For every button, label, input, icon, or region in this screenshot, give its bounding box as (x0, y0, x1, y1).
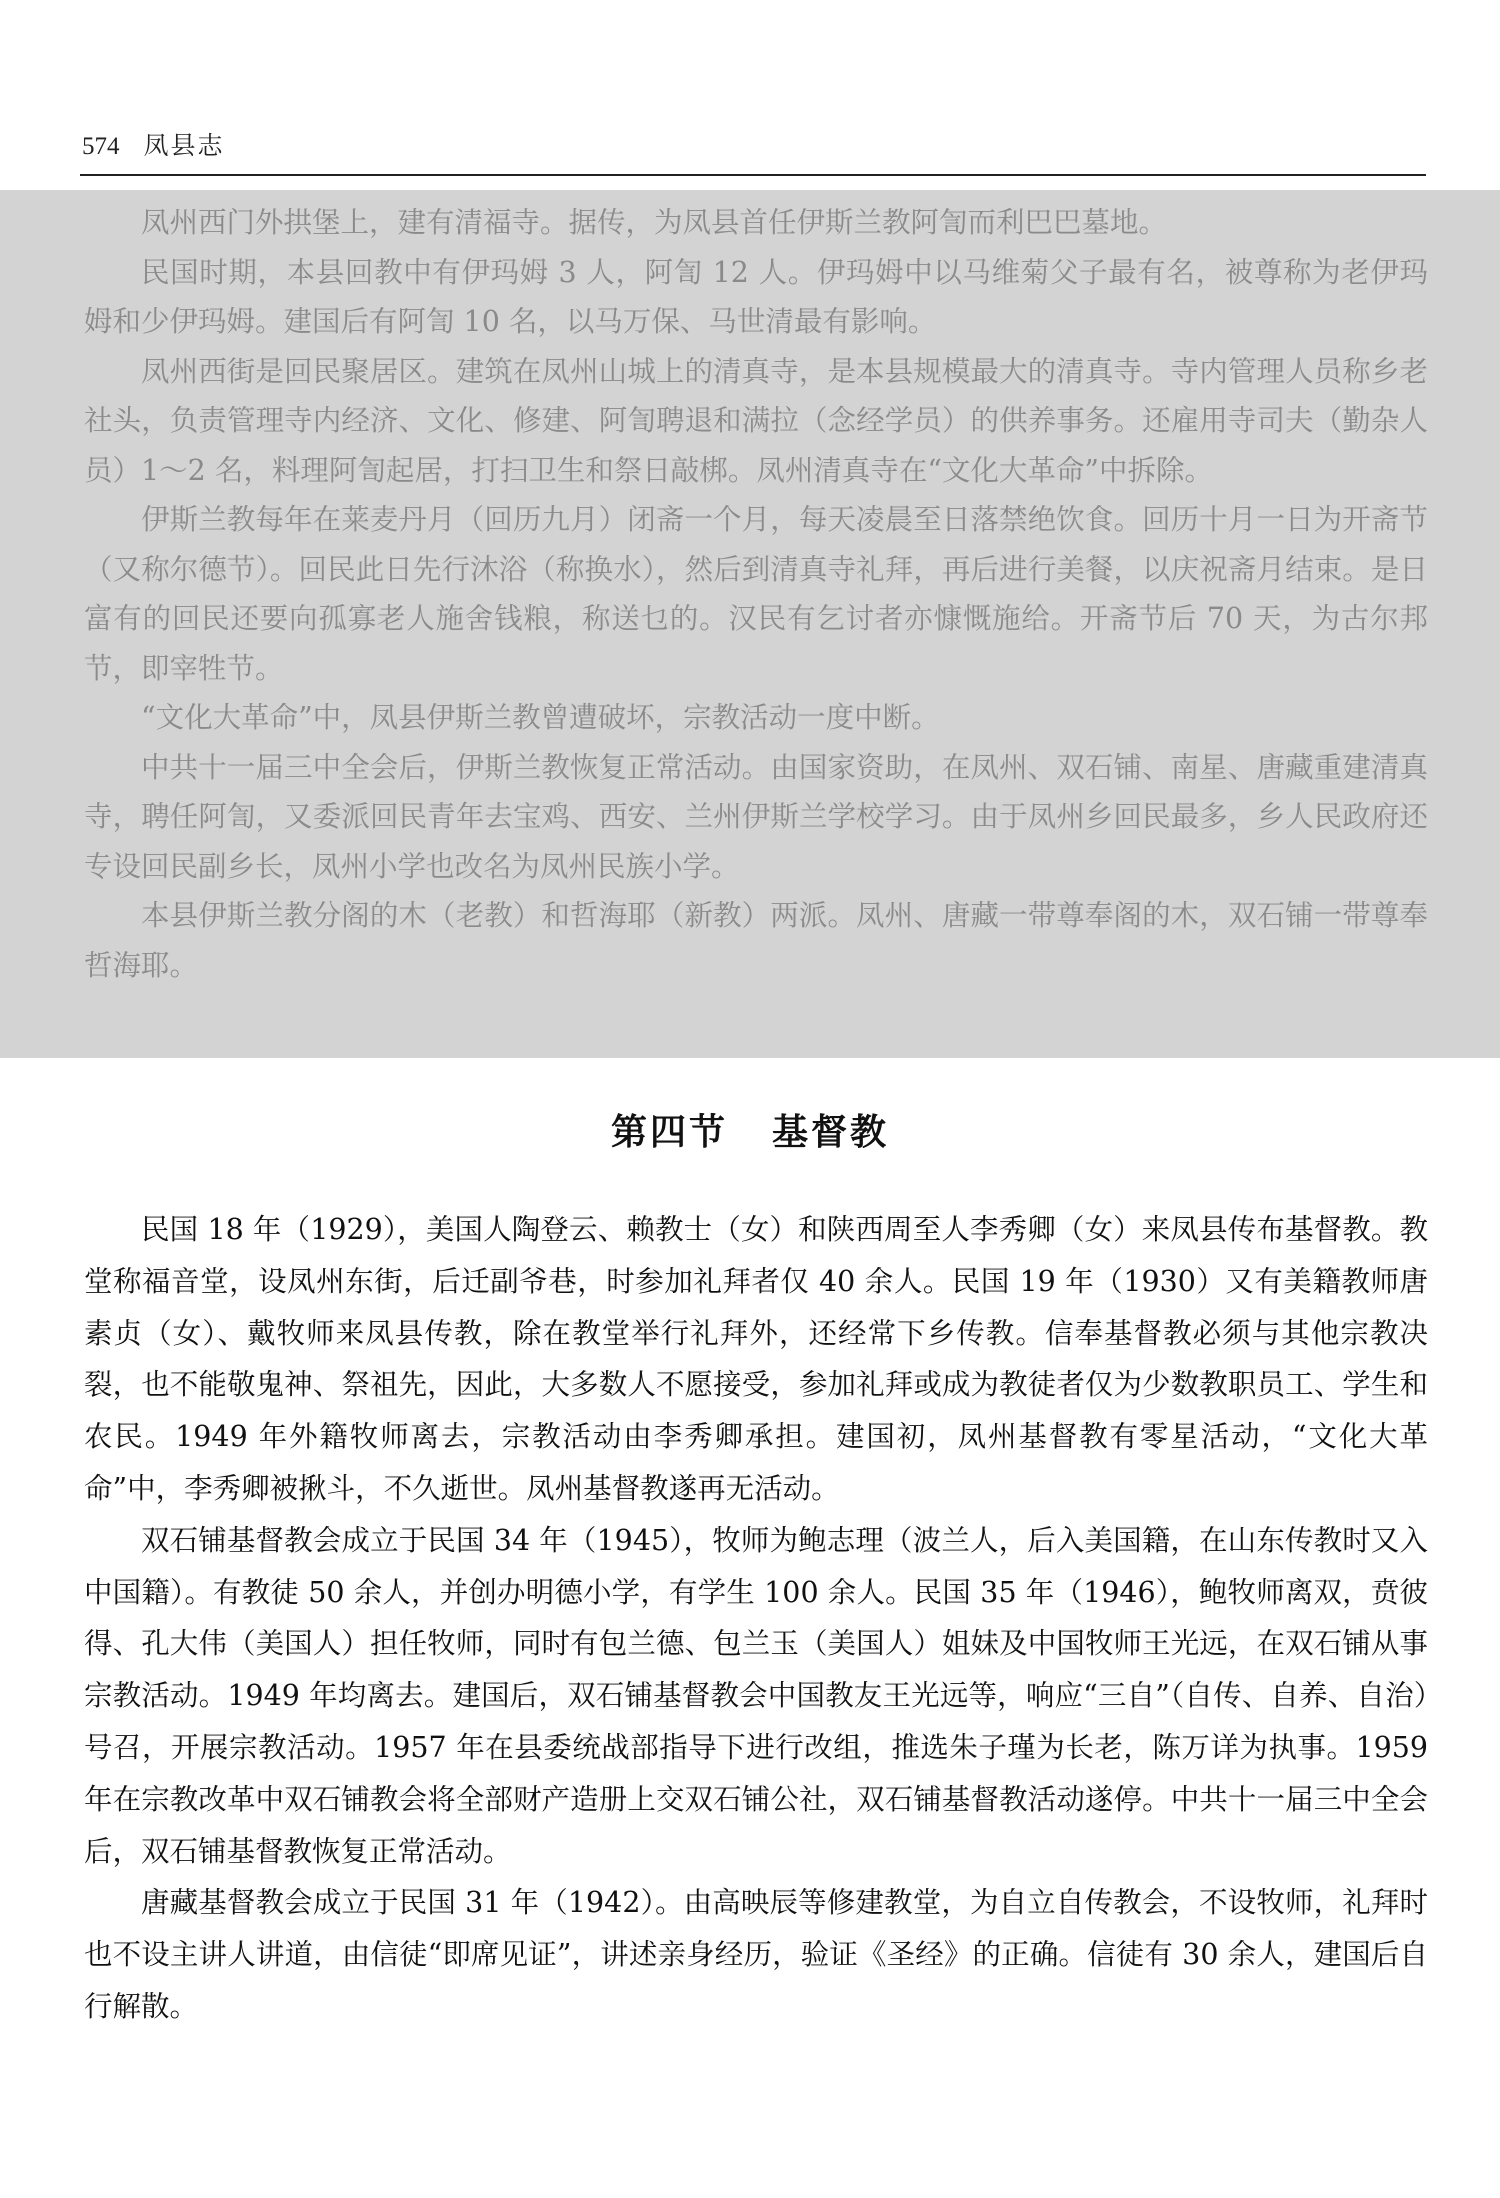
book-title: 凤县志 (143, 131, 225, 160)
christianity-section-text (84, 1204, 1428, 2033)
page-header (82, 126, 225, 162)
header-rule (80, 174, 1426, 176)
section-heading (0, 1104, 1500, 1155)
paragraph: 本县伊斯兰教分阁的木（老教）和哲海耶（新教）两派。凤州、唐藏一带尊奉阁的木，双石铺一带尊奉哲海耶。 (84, 899, 1428, 982)
paragraph: “文化大革命”中，凤县伊斯兰教曾遭破坏，宗教活动一度中断。 (141, 701, 940, 734)
paragraph: 凤州西街是回民聚居区。建筑在凤州山城上的清真寺，是本县规模最大的清真寺。寺内管理人员称乡老社头，负责管理寺内经济、文化、修建、阿訇聘退和满拉（念经学员）的供养事务。还雇用寺司夫（勤杂人员）1～2 名，料理阿訇起居，打扫卫生和祭日敲梆。凤州清真寺在“文化大革命”中拆除。 (84, 354, 1428, 487)
section-number: 第四节 (610, 1111, 728, 1153)
paragraph: 民国 18 年（1929），美国人陶登云、赖教士（女）和陕西周至人李秀卿（女）来凤县传布基督教。教堂称福音堂，设凤州东街，后迁副爷巷，时参加礼拜者仅 40 余人。民国 19 年（1930）又有美籍教师唐素贞（女）、戴牧师来凤县传教，除在教堂举行礼拜外，还经常下乡传教。信奉基督教必须与其他宗教决裂，也不能敬鬼神、祭祖先，因此，大多数人不愿接受，参加礼拜或成为教徒者仅为少数教职员工、学生和农民。1949 年外籍牧师离去，宗教活动由李秀卿承担。建国初，凤州基督教有零星活动，“文化大革命”中，李秀卿被揪斗，不久逝世。凤州基督教遂再无活动。 (84, 1213, 1428, 1505)
paragraph: 凤州西门外拱堡上，建有清福寺。据传，为凤县首任伊斯兰教阿訇而利巴巴墓地。 (141, 206, 1168, 239)
page-number: 574 (82, 133, 120, 160)
paragraph: 伊斯兰教每年在莱麦丹月（回历九月）闭斋一个月，每天凌晨至日落禁绝饮食。回历十月一日为开斋节（又称尔德节）。回民此日先行沐浴（称换水），然后到清真寺礼拜，再后进行美餐，以庆祝斋月结束。是日富有的回民还要向孤寡老人施舍钱粮，称送乜的。汉民有乞讨者亦慷慨施给。开斋节后 70 天，为古尔邦节，即宰牲节。 (84, 503, 1428, 685)
paragraph: 唐藏基督教会成立于民国 31 年（1942）。由高映辰等修建教堂，为自立自传教会，不设牧师，礼拜时也不设主讲人讲道，由信徒“即席见证”，讲述亲身经历，验证《圣经》的正确。信徒有 30 余人，建国后自行解散。 (84, 1886, 1428, 2023)
paragraph: 民国时期，本县回教中有伊玛姆 3 人，阿訇 12 人。伊玛姆中以马维菊父子最有名，被尊称为老伊玛姆和少伊玛姆。建国后有阿訇 10 名，以马万保、马世清最有影响。 (84, 255, 1428, 338)
islam-section-text (84, 198, 1428, 990)
section-title: 基督教 (772, 1111, 890, 1153)
paragraph: 双石铺基督教会成立于民国 34 年（1945），牧师为鲍志理（波兰人，后入美国籍，在山东传教时又入中国籍）。有教徒 50 余人，并创办明德小学，有学生 100 余人。民国 35 年（1946），鲍牧师离双，贲彼得、孔大伟（美国人）担任牧师，同时有包兰德、包兰玉（美国人）姐妹及中国牧师王光远，在双石铺从事宗教活动。1949 年均离去。建国后，双石铺基督教会中国教友王光远等，响应“三自”（自传、自养、自治）号召，开展宗教活动。1957 年在县委统战部指导下进行改组，推选朱子瑾为长老，陈万详为执事。1959 年在宗教改革中双石铺教会将全部财产造册上交双石铺公社，双石铺基督教活动遂停。中共十一届三中全会后，双石铺基督教恢复正常活动。 (84, 1523, 1428, 1868)
paragraph: 中共十一届三中全会后，伊斯兰教恢复正常活动。由国家资助，在凤州、双石铺、南星、唐藏重建清真寺，聘任阿訇，又委派回民青年去宝鸡、西安、兰州伊斯兰学校学习。由于凤州乡回民最多，乡人民政府还专设回民副乡长，凤州小学也改名为凤州民族小学。 (84, 750, 1428, 883)
